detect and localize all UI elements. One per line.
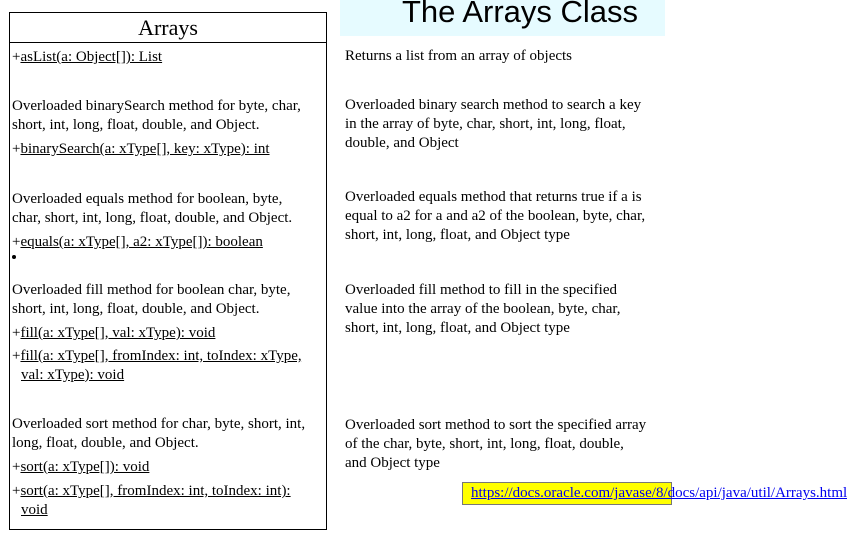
bullet-dot <box>12 255 16 259</box>
sort-signature-2-line-2: void <box>21 502 48 518</box>
desc-equals-line-1: Overloaded equals method that returns true if a is <box>345 189 642 205</box>
desc-equals-line-2: equal to a2 for a and a2 of the boolean, byte, char, <box>345 208 646 224</box>
fill-signature-2-line-2-wrap <box>21 366 124 385</box>
fill-signature-2-line-1: fill(a: xType[], fromIndex: int, toIndex: xType, <box>20 348 302 364</box>
aslist-signature: asList(a: Object[]): List <box>20 49 163 65</box>
binarysearch-method <box>12 140 270 159</box>
desc-sort-line-1: Overloaded sort method to sort the specified array <box>345 417 647 433</box>
uml-class-name: Arrays <box>10 13 326 43</box>
sort-method-2 <box>12 482 291 501</box>
desc-binarysearch-line-2: in the array of byte, char, short, int, long, float, <box>345 116 626 132</box>
sort-signature-2-line-1: sort(a: xType[], fromIndex: int, toIndex: int): <box>20 483 291 499</box>
sort-note-line-1: Overloaded sort method for char, byte, short, int, <box>12 416 306 432</box>
binarysearch-signature: binarySearch(a: xType[], key: xType): int <box>20 141 270 157</box>
sort-signature-1: sort(a: xType[]): void <box>20 459 150 475</box>
plus-sign: + <box>12 141 21 157</box>
sort-method-1 <box>12 458 149 477</box>
plus-sign: + <box>12 348 21 364</box>
fill-method-2 <box>12 347 302 366</box>
desc-fill-line-1: Overloaded fill method to fill in the specified <box>345 282 618 298</box>
desc-equals-line-3: short, int, long, float, and Object type <box>345 227 570 243</box>
fill-signature-2-line-2: val: xType): void <box>21 367 125 383</box>
plus-sign: + <box>12 234 21 250</box>
fill-note-line-1: Overloaded fill method for boolean char, byte, <box>12 282 291 298</box>
desc-binarysearch-line-1: Overloaded binary search method to search a key <box>345 97 642 113</box>
binarysearch-note-line-2: short, int, long, float, double, and Object. <box>12 117 260 133</box>
title-bar <box>340 0 665 36</box>
sort-note-line-2: long, float, double, and Object. <box>12 435 199 451</box>
sort-signature-2-line-2-wrap <box>21 501 48 520</box>
equals-signature: equals(a: xType[], a2: xType[]): boolean <box>20 234 263 250</box>
desc-sort-line-2: of the char, byte, short, int, long, float, double, <box>345 436 624 452</box>
plus-sign: + <box>12 483 21 499</box>
equals-note-line-1: Overloaded equals method for boolean, byte, <box>12 191 283 207</box>
plus-sign: + <box>12 459 21 475</box>
plus-sign: + <box>12 49 21 65</box>
binarysearch-note-line-1: Overloaded binarySearch method for byte, char, <box>12 98 301 114</box>
plus-sign: + <box>12 325 21 341</box>
desc-fill-line-2: value into the array of the boolean, byte, char, <box>345 301 621 317</box>
desc-aslist-line-1: Returns a list from an array of objects <box>345 48 573 64</box>
docs-link[interactable]: https://docs.oracle.com/javase/8/docs/api/java/util/Arrays.html <box>462 482 672 505</box>
equals-note-line-2: char, short, int, long, float, double, and Object. <box>12 210 293 226</box>
fill-signature-1: fill(a: xType[], val: xType): void <box>20 325 216 341</box>
desc-sort-line-3: and Object type <box>345 455 440 471</box>
fill-method-1 <box>12 324 215 343</box>
uml-class-box <box>9 12 327 530</box>
desc-fill-line-3: short, int, long, float, and Object type <box>345 320 570 336</box>
desc-binarysearch-line-3: double, and Object <box>345 135 459 151</box>
equals-method <box>12 233 263 252</box>
slide-title: The Arrays Class <box>402 0 639 29</box>
fill-note-line-2: short, int, long, float, double, and Object. <box>12 301 260 317</box>
aslist-method <box>12 48 162 67</box>
